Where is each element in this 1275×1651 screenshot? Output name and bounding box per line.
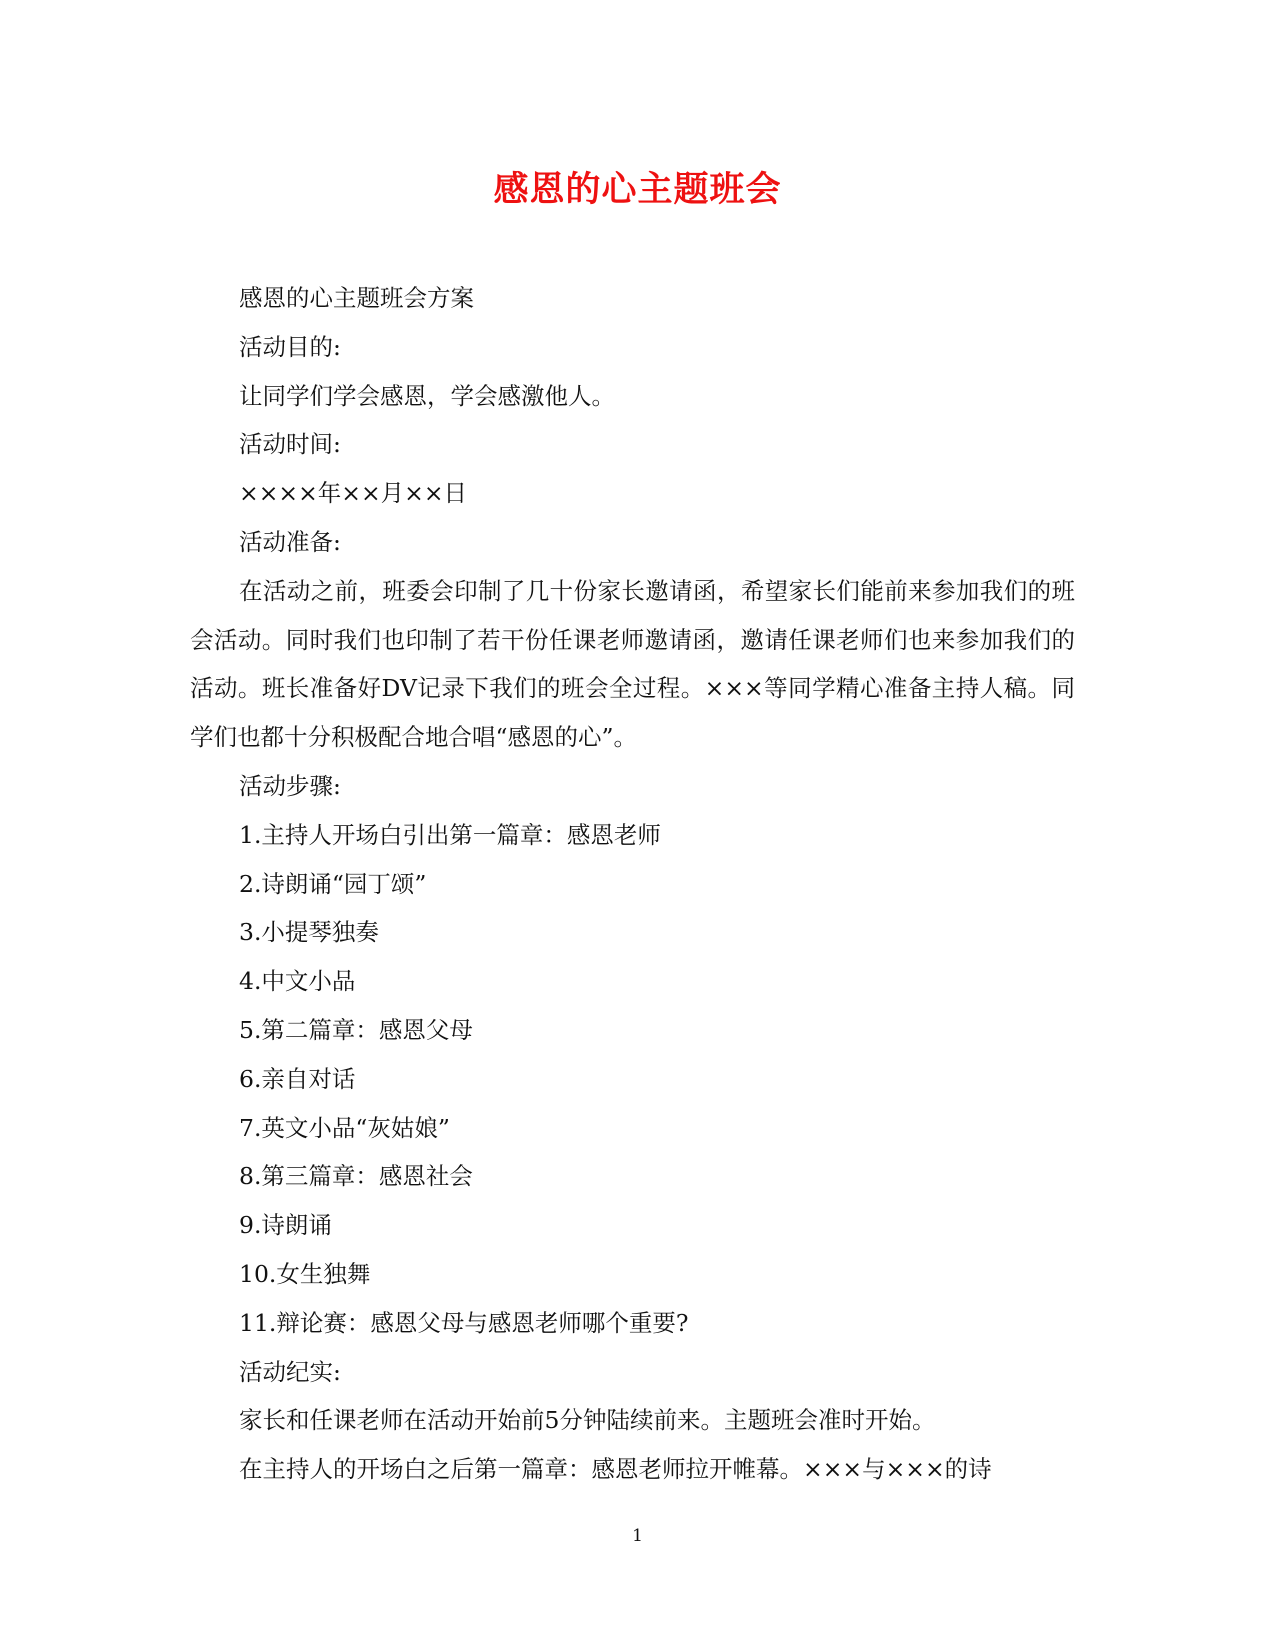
step-item: 2.诗朗诵“园丁颂” [239, 869, 427, 898]
step-item: 4.中文小品 [239, 967, 356, 996]
purpose-text: 让同学们学会感恩，学会感激他人。 [239, 381, 615, 410]
page-number: 1 [632, 1526, 643, 1546]
document-body [190, 274, 1075, 1494]
plan-title: 感恩的心主题班会方案 [239, 284, 474, 312]
step-item: 1.主持人开场白引出第一篇章：感恩老师 [239, 820, 661, 849]
step-item: 10.女生独舞 [239, 1259, 371, 1288]
time-text: ××××年××月××日 [239, 479, 468, 508]
record-text-2: 在主持人的开场白之后第一篇章：感恩老师拉开帷幕。×××与×××的诗 [239, 1455, 992, 1484]
prep-text: 在活动之前，班委会印制了几十份家长邀请函，希望家长们能前来参加我们的班会活动。同时我们也印制了若干份任课老师邀请函，邀请任课老师们也来参加我们的活动。班长准备好DV记录下我们的班会全过程。×××等同学精心准备主持人稿。同学们也都十分积极配合地合唱“感恩的心”。 [190, 576, 1075, 752]
prep-heading: 活动准备: [239, 527, 341, 556]
purpose-heading: 活动目的: [239, 332, 341, 361]
step-item: 5.第二篇章：感恩父母 [239, 1015, 473, 1044]
record-heading: 活动纪实: [239, 1357, 341, 1386]
step-item: 11.辩论赛：感恩父母与感恩老师哪个重要? [239, 1308, 689, 1337]
time-heading: 活动时间: [239, 430, 341, 459]
document-title: 感恩的心主题班会 [493, 169, 782, 210]
step-item: 8.第三篇章：感恩社会 [239, 1162, 473, 1191]
steps-heading: 活动步骤: [239, 771, 341, 800]
step-item: 6.亲自对话 [239, 1064, 356, 1093]
step-item: 9.诗朗诵 [239, 1211, 332, 1240]
step-item: 3.小提琴独奏 [239, 918, 379, 947]
record-text-1: 家长和任课老师在活动开始前5分钟陆续前来。主题班会准时开始。 [239, 1406, 936, 1435]
step-item: 7.英文小品“灰姑娘” [239, 1113, 450, 1142]
